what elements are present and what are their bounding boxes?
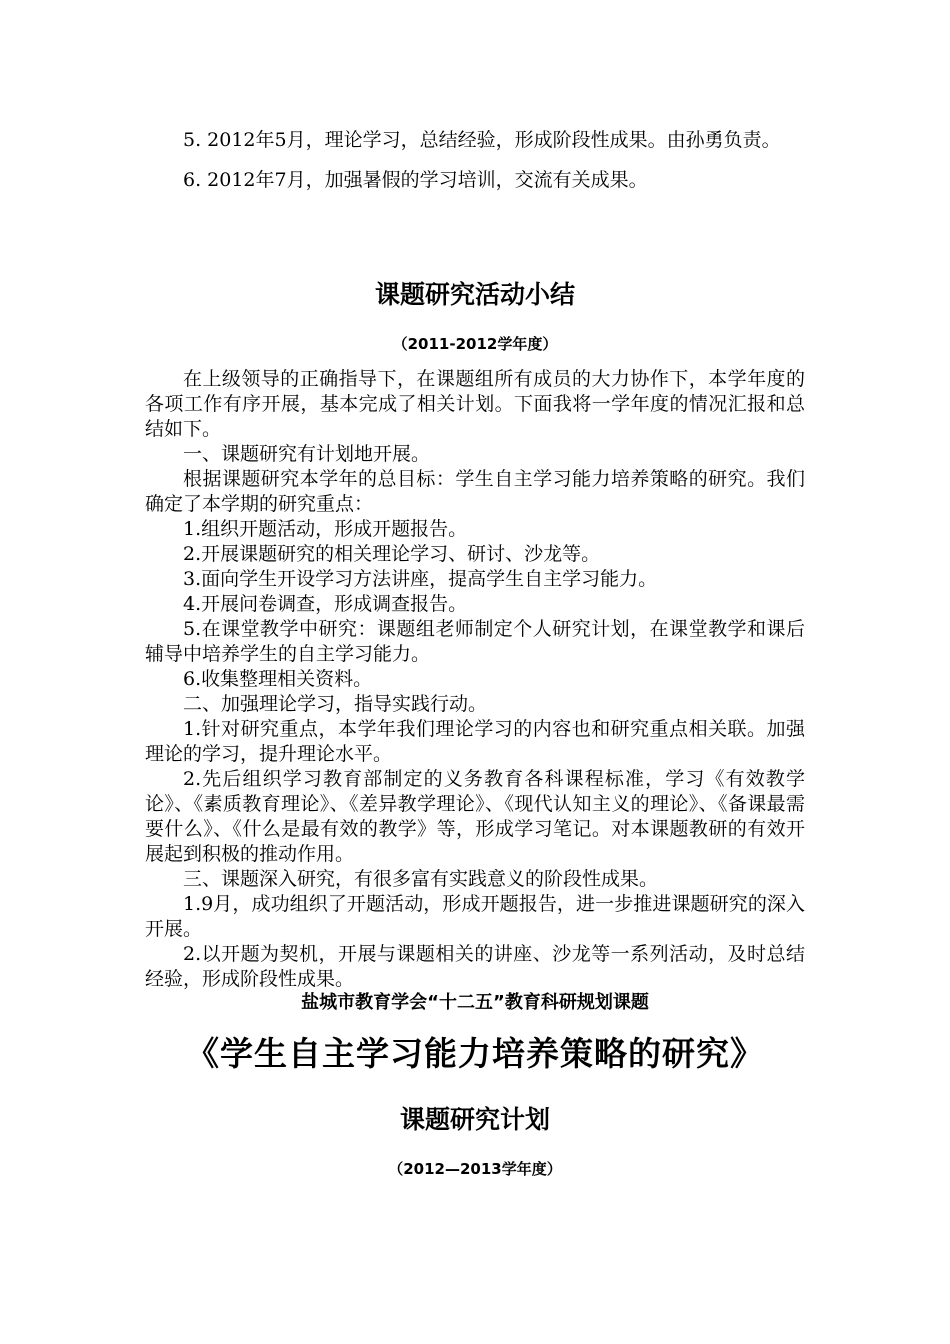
summary-title: 课题研究活动小结 [374,280,575,309]
summary-paragraph: 2.以开题为契机，开展与课题相关的讲座、沙龙等一系列活动，及时总结经验，形成阶段性成果。 [145,943,805,990]
plan-org: 盐城市教育学会“十二五”教育科研规划课题 [301,992,649,1013]
summary-year: （2011-2012学年度） [392,335,558,353]
summary-paragraph: 1.针对研究重点，本学年我们理论学习的内容也和研究重点相关联。加强理论的学习，提升理论水平。 [145,718,805,765]
summary-paragraph: 三、课题深入研究，有很多富有实践意义的阶段性成果。 [183,868,659,890]
summary-body [145,367,805,992]
summary-paragraph: 根据课题研究本学年的总目标：学生自主学习能力培养策略的研究。我们确定了本学期的研究重点： [145,468,805,515]
summary-paragraph: 二、加强理论学习，指导实践行动。 [183,693,488,715]
plan-year: （2012—2013学年度） [388,1160,562,1178]
summary-paragraph: 4.开展问卷调查，形成调查报告。 [183,593,468,615]
summary-paragraph: 2.先后组织学习教育部制定的义务教育各科课程标准，学习《有效教学论》、《素质教育理论》、《差异教学理论》、《现代认知主义的理论》、《备课最需要什么》、《什么是最有效的教学》等，形成学习笔记。对本课题教研的有效开展起到积极的推动作用。 [145,768,805,865]
summary-paragraph: 2.开展课题研究的相关理论学习、研讨、沙龙等。 [183,543,601,565]
summary-paragraph: 在上级领导的正确指导下，在课题组所有成员的大力协作下，本学年度的各项工作有序开展，基本完成了相关计划。下面我将一学年度的情况汇报和总结如下。 [145,368,805,440]
schedule-item: 5. 2012年5月，理论学习，总结经验，形成阶段性成果。由孙勇负责。 [183,129,781,151]
summary-paragraph: 5.在课堂教学中研究：课题组老师制定个人研究计划，在课堂教学和课后辅导中培养学生的自主学习能力。 [145,618,805,665]
summary-paragraph: 一、课题研究有计划地开展。 [183,443,431,465]
schedule-section [145,120,805,200]
summary-paragraph: 6.收集整理相关资料。 [183,668,373,690]
summary-paragraph: 1.组织开题活动，形成开题报告。 [183,518,468,540]
schedule-item: 6. 2012年7月，加强暑假的学习培训，交流有关成果。 [183,169,648,191]
plan-title: 课题研究计划 [399,1105,550,1134]
summary-paragraph: 1.9月，成功组织了开题活动，形成开题报告，进一步推进课题研究的深入开展。 [145,893,805,940]
plan-project-title: 《学生自主学习能力培养策略的研究》 [186,1034,764,1073]
summary-paragraph: 3.面向学生开设学习方法讲座，提高学生自主学习能力。 [183,568,658,590]
